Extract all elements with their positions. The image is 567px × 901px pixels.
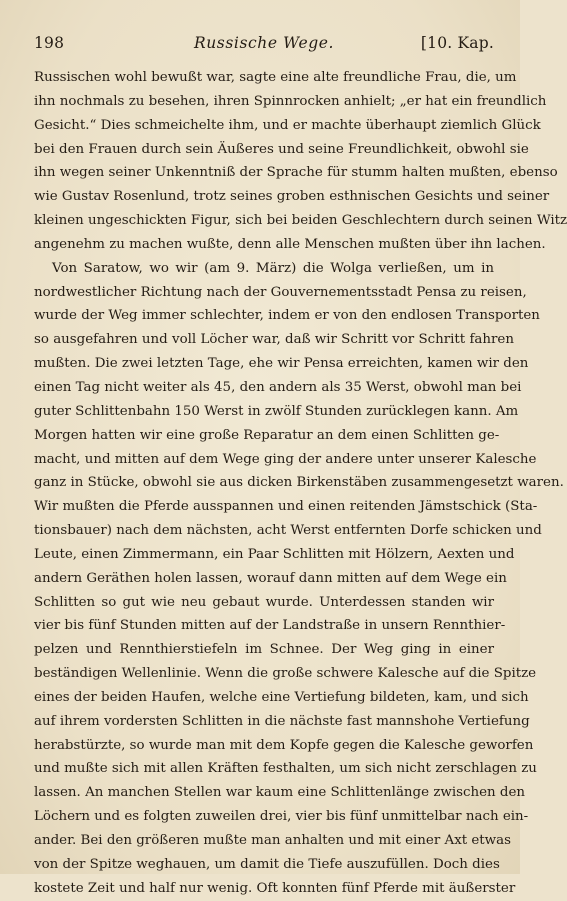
text-line: vier bis fünf Stunden mitten auf der Landstraße in unsern Rennthier- bbox=[34, 618, 506, 634]
body-text bbox=[34, 66, 567, 901]
text-line: beständigen Wellenlinie. Wenn die große schwere Kalesche auf die Spitze bbox=[34, 666, 537, 682]
text-line: Leute, einen Zimmermann, ein Paar Schlitten mit Hölzern, Aexten und bbox=[34, 546, 515, 562]
text-line: so ausgefahren und voll Löcher war, daß wir Schritt vor Schritt fahren bbox=[34, 332, 514, 348]
text-line: ganz in Stücke, obwohl sie aus dicken Birkenstäben zusammengesetzt waren. bbox=[34, 475, 564, 491]
text-line: bei den Frauen durch sein Äußeres und seine Freundlichkeit, obwohl sie bbox=[34, 141, 529, 157]
text-line: Gesicht.“ Dies schmeichelte ihm, und er machte überhaupt ziemlich Glück bbox=[34, 117, 541, 133]
text-line: mußten. Die zwei letzten Tage, ehe wir Pensa erreichten, kamen wir den bbox=[34, 356, 529, 372]
text-line: Schlitten so gut wie neu gebaut wurde. Unterdessen standen wir bbox=[34, 594, 494, 610]
text-line: nordwestlicher Richtung nach der Gouvernementsstadt Pensa zu reisen, bbox=[34, 284, 527, 300]
text-line: ander. Bei den größeren mußte man anhalten und mit einer Axt etwas bbox=[34, 833, 512, 848]
page-header bbox=[34, 30, 494, 56]
page-number: 198 bbox=[34, 34, 65, 52]
text-line: kostete Zeit und half nur wenig. Oft konnten fünf Pferde mit äußerster bbox=[34, 880, 516, 896]
text-line: von der Spitze weghauen, um damit die Tiefe auszufüllen. Doch dies bbox=[34, 856, 500, 872]
text-line: Russischen wohl bewußt war, sagte eine alte freundliche Frau, die, um bbox=[34, 70, 517, 85]
text-line: angenehm zu machen wußte, denn alle Menschen mußten über ihn lachen. bbox=[34, 236, 546, 252]
text-line: wie Gustav Rosenlund, trotz seines groben esthnischen Gesichts und seiner bbox=[34, 189, 550, 205]
text-line: ihn wegen seiner Unkenntniß der Sprache für stumm halten mußten, ebenso bbox=[34, 165, 558, 181]
text-line: wurde der Weg immer schlechter, indem er von den endlosen Transporten bbox=[34, 308, 540, 324]
text-line: macht, und mitten auf dem Wege ging der andere unter unserer Kalesche bbox=[34, 451, 537, 467]
text-line: pelzen und Rennthierstiefeln im Schnee. Der Weg ging in einer bbox=[34, 642, 494, 658]
text-line: auf ihrem vordersten Schlitten in die nächste fast mannshohe Vertiefung bbox=[34, 713, 530, 729]
text-line: tionsbauer) nach dem nächsten, acht Werst entfernten Dorfe schicken und bbox=[34, 523, 542, 539]
text-line: Von Saratow, wo wir (am 9. März) die Wolga verließen, um in bbox=[52, 260, 494, 276]
text-line: lassen. An manchen Stellen war kaum eine Schlittenlänge zwischen den bbox=[34, 785, 526, 801]
chapter-reference: [10. Kap. bbox=[420, 34, 494, 52]
text-line: Löchern und es folgten zuweilen drei, vier bis fünf unmittelbar nach ein- bbox=[34, 809, 529, 825]
text-line: ihn nochmals zu besehen, ihren Spinnrocken anhielt; „er hat ein freundlich bbox=[34, 93, 547, 109]
text-line: und mußte sich mit allen Kräften festhalten, um sich nicht zerschlagen zu bbox=[34, 761, 537, 777]
text-line: kleinen ungeschickten Figur, sich bei beiden Geschlechtern durch seinen Witz bbox=[34, 213, 567, 229]
text-line: andern Geräthen holen lassen, worauf dann mitten auf dem Wege ein bbox=[34, 570, 507, 586]
text-line: einen Tag nicht weiter als 45, den andern als 35 Werst, obwohl man bei bbox=[34, 379, 522, 395]
text-line: Morgen hatten wir eine große Reparatur an dem einen Schlitten ge- bbox=[34, 427, 500, 443]
text-line: Wir mußten die Pferde ausspannen und einen reitenden Jämstschick (Sta- bbox=[34, 499, 538, 515]
running-title: Russische Wege. bbox=[193, 34, 335, 52]
text-line: herabstürzte, so wurde man mit dem Kopfe gegen die Kalesche geworfen bbox=[34, 737, 534, 753]
text-line: eines der beiden Haufen, welche eine Vertiefung bildeten, kam, und sich bbox=[34, 689, 529, 705]
text-line: guter Schlittenbahn 150 Werst in zwölf Stunden zurücklegen kann. Am bbox=[34, 403, 519, 419]
